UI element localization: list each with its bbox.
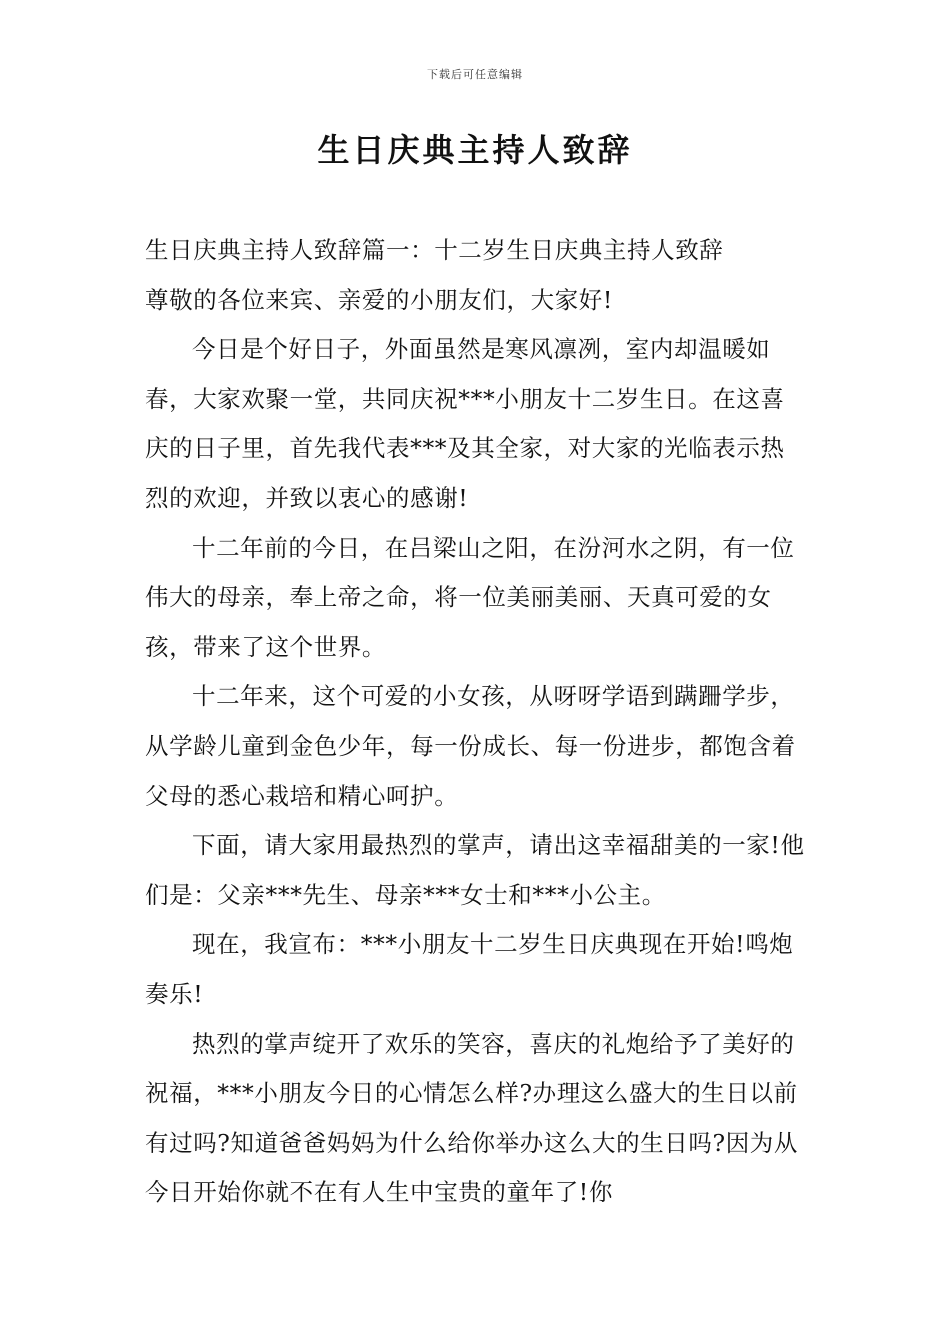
paragraph: 十二年前的今日，在吕梁山之阳，在汾河水之阴，有一位伟大的母亲，奉上帝之命，将一位美丽美丽、天真可爱的女孩，带来了这个世界。 bbox=[145, 533, 795, 661]
paragraph: 十二年来，这个可爱的小女孩，从呀呀学语到蹒跚学步，从学龄儿童到金色少年，每一份成长、每一份进步，都饱含着父母的悉心栽培和精心呵护。 bbox=[145, 682, 796, 810]
header-note: 下载后可任意编辑 bbox=[427, 68, 523, 81]
paragraph: 热烈的掌声绽开了欢乐的笑容，喜庆的礼炮给予了美好的祝福，***小朋友今日的心情怎么样?办理这么盛大的生日以前有过吗?知道爸爸妈妈为什么给你举办这么大的生日吗?因为从今日开始你就不在有人生中宝贵的童年了!你 bbox=[145, 1029, 798, 1207]
paragraph: 下面，请大家用最热烈的掌声，请出这幸福甜美的一家!他们是：父亲***先生、母亲***女士和***小公主。 bbox=[145, 831, 805, 909]
paragraph: 今日是个好日子，外面虽然是寒风凛冽，室内却温暖如春，大家欢聚一堂，共同庆祝***小朋友十二岁生日。在这喜庆的日子里，首先我代表***及其全家，对大家的光临表示热烈的欢迎，并致以衷心的感谢! bbox=[145, 335, 785, 512]
document-title: 生日庆典主持人致辞 bbox=[317, 131, 633, 169]
paragraph-subtitle: 生日庆典主持人致辞篇一：十二岁生日庆典主持人致辞 bbox=[145, 236, 724, 264]
paragraph-greeting: 尊敬的各位来宾、亲爱的小朋友们，大家好! bbox=[145, 285, 613, 314]
document-body bbox=[145, 226, 807, 1218]
paragraph: 现在，我宣布：***小朋友十二岁生日庆典现在开始!鸣炮奏乐! bbox=[145, 930, 794, 1008]
